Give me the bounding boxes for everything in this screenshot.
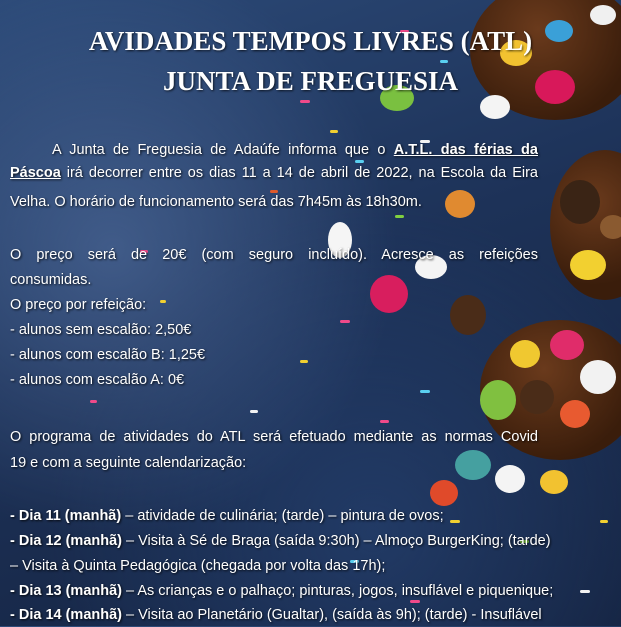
page-title-line2: JUNTA DE FREGUESIA: [162, 66, 459, 96]
price-item: - alunos sem escalão: 2,50€: [10, 322, 192, 338]
schedule-day-label: - Dia 14 (manhã): [10, 607, 122, 623]
price-line2: consumidas.: [10, 272, 92, 288]
schedule-item-day11: [10, 505, 444, 528]
schedule-item-day13: [10, 580, 553, 603]
price-line1: O preço será de 20€ (com seguro incluído). Acresce as refeições: [10, 247, 538, 263]
schedule-item-day12: [10, 530, 551, 553]
schedule-day-text: – Visita ao Planetário (Gualtar), (saída às 9h); (tarde) - Insuflável: [122, 607, 542, 623]
atl-link[interactable]: A.T.L. das férias da: [393, 142, 538, 158]
program-line2: 19 e com a seguinte calendarização:: [10, 455, 247, 471]
schedule-day-text: – atividade de culinária; (tarde) – pintura de ovos;: [121, 508, 444, 524]
pascoa-link[interactable]: Páscoa: [10, 165, 61, 181]
schedule-day-label: - Dia 13 (manhã): [10, 583, 122, 599]
intro-paragraph: [10, 139, 538, 185]
schedule-day-text: – As crianças e o palhaço; pinturas, jogos, insuflável e piquenique;: [122, 583, 554, 599]
page-title-line1: AVIDADES TEMPOS LIVRES (ATL): [88, 26, 533, 56]
schedule-item-day12-cont: [10, 555, 385, 578]
intro-line3: Velha. O horário de funcionamento será das 7h45m às 18h30m.: [10, 194, 422, 210]
price-line3: O preço por refeição:: [10, 297, 147, 313]
schedule-day-text: – Visita à Quinta Pedagógica (chegada por volta das 17h);: [10, 558, 386, 574]
schedule-day-label: - Dia 12 (manhã): [10, 533, 122, 549]
program-line1: O programa de atividades do ATL será efetuado mediante as normas Covid: [10, 429, 538, 445]
schedule-day-text: – Visita à Sé de Braga (saída 9:30h) – Almoço BurgerKing; (tarde): [122, 533, 551, 549]
schedule-item-day14: [10, 604, 542, 627]
price-item: - alunos com escalão B: 1,25€: [10, 347, 206, 363]
schedule-day-label: - Dia 11 (manhã): [10, 508, 122, 524]
intro-text-after: irá decorrer entre os dias 11 a 14 de abril de 2022, na Escola da Eira: [60, 165, 538, 181]
intro-text-before: A Junta de Freguesia de Adaúfe informa que o: [52, 142, 394, 158]
price-item: - alunos com escalão A: 0€: [10, 372, 185, 388]
